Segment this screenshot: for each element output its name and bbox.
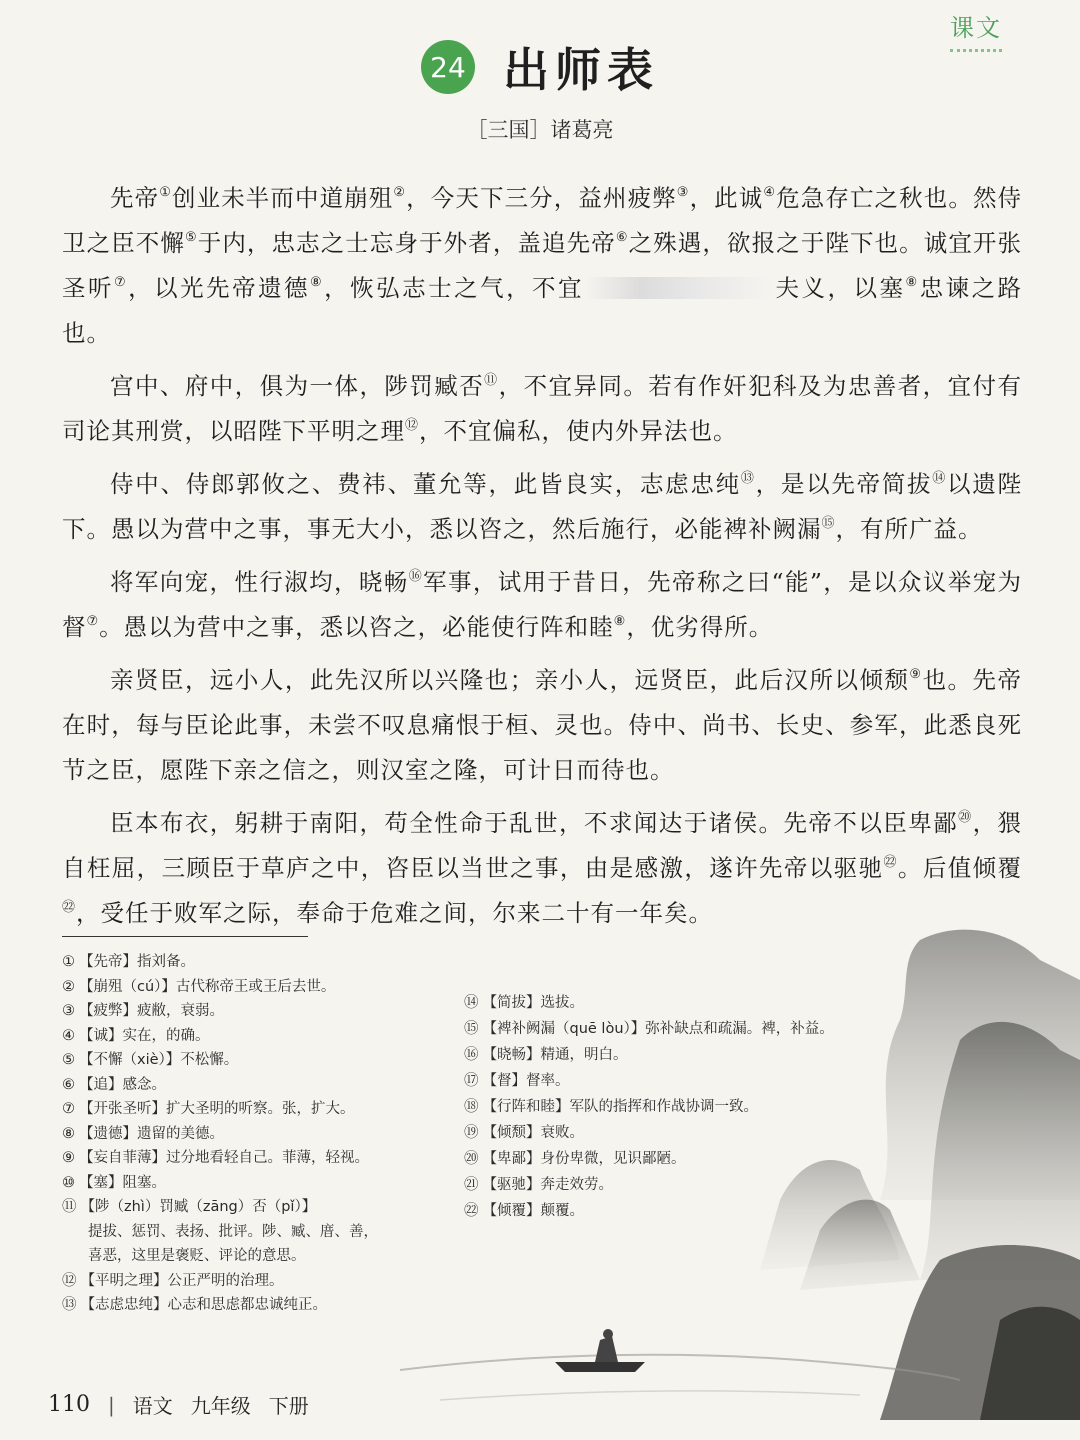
footnote-item bbox=[464, 1016, 934, 1042]
paragraph-text: ，以光先帝遗德 bbox=[128, 274, 311, 302]
footer-grade: 九年级 bbox=[190, 1394, 251, 1418]
footnote-number: ⑬ bbox=[62, 1297, 77, 1313]
footnote-text: 【倾覆】颠覆。 bbox=[482, 1203, 584, 1219]
footnote-item bbox=[62, 950, 422, 975]
footnote-item bbox=[464, 1042, 934, 1068]
footnote-number: ⑲ bbox=[464, 1125, 479, 1141]
footnote-number: ① bbox=[62, 954, 75, 970]
footnote-marker: ⑧ bbox=[613, 614, 627, 629]
footnote-divider bbox=[62, 936, 308, 937]
footnote-number: ⑧ bbox=[62, 1125, 75, 1142]
paragraph-text: 夫义，以塞 bbox=[774, 274, 906, 302]
footnote-marker: ⑳ bbox=[958, 810, 973, 825]
footnote-continuation: 喜恶，这里是褒贬、评论的意思。 bbox=[88, 1248, 306, 1264]
body-paragraph bbox=[62, 364, 1022, 454]
footnote-item bbox=[62, 1293, 422, 1318]
footnote-number: ⑫ bbox=[62, 1272, 77, 1289]
footnote-text: 【简拔】选拔。 bbox=[482, 995, 584, 1011]
page-number: 110 bbox=[48, 1392, 90, 1417]
paragraph-text: ，恢弘志士之气，不宜 bbox=[324, 274, 585, 302]
footnote-text: 【行阵和睦】军队的指挥和作战协调一致。 bbox=[482, 1099, 758, 1115]
section-tag: 课文 bbox=[950, 8, 1002, 52]
footnote-text: 【驱驰】奔走效劳。 bbox=[482, 1177, 613, 1193]
footnote-text: 【志虑忠纯】心志和思虑都忠诚纯正。 bbox=[80, 1297, 327, 1313]
footnote-marker: ⑯ bbox=[408, 569, 424, 584]
footnote-text: 【妄自菲薄】过分地看轻自己。菲薄，轻视。 bbox=[79, 1150, 369, 1166]
body-paragraph bbox=[62, 658, 1022, 793]
footnote-text: 【崩殂（cú）】古代称帝王或王后去世。 bbox=[79, 978, 336, 995]
paragraph-text: ，有所广益。 bbox=[835, 515, 983, 543]
paragraph-text: 先帝 bbox=[110, 184, 160, 212]
paragraph-text: ，此诚 bbox=[689, 184, 764, 212]
footnote-item bbox=[62, 1146, 422, 1171]
footnote-number: ⑪ bbox=[62, 1199, 77, 1215]
footnote-number: ③ bbox=[62, 1003, 75, 1019]
footnote-item bbox=[464, 1146, 934, 1172]
paragraph-text: 军事，试用于昔日，先帝称之曰“能”，是以众议举宠为督 bbox=[62, 568, 1022, 641]
paragraph-text: ，不宜偏私，使内外异法也。 bbox=[419, 417, 738, 445]
footnote-text: 【遗德】遗留的美德。 bbox=[79, 1125, 224, 1142]
footnote-text: 【先帝】指刘备。 bbox=[79, 954, 195, 970]
footnote-item bbox=[62, 1073, 422, 1098]
paragraph-text: 臣本布衣，躬耕于南阳，苟全性命于乱世，不求闻达于诸侯。先帝不以臣卑鄙 bbox=[110, 809, 959, 837]
footnote-text: 【塞】阻塞。 bbox=[79, 1174, 166, 1191]
footnote-marker: ⑧ bbox=[905, 275, 920, 290]
footnote-number: ⑳ bbox=[464, 1151, 479, 1167]
page-footer bbox=[48, 1390, 309, 1419]
paragraph-text: ，是以先帝简拔 bbox=[755, 470, 933, 498]
footnote-item bbox=[464, 1198, 934, 1224]
body-paragraph bbox=[62, 176, 1022, 356]
author-line: ［三国］诸葛亮 bbox=[466, 118, 614, 142]
footnote-item bbox=[464, 1172, 934, 1198]
footnote-marker: ⑪ bbox=[484, 373, 499, 388]
footnote-marker: ⑦ bbox=[86, 614, 100, 629]
footnote-item bbox=[464, 1120, 934, 1146]
footnote-item bbox=[62, 1269, 422, 1294]
footnote-item bbox=[62, 1048, 422, 1073]
paragraph-text: ，猥自枉屈，三顾臣于草庐之中，咨臣以当世之事，由是感激，遂许先帝以驱驰 bbox=[62, 809, 1023, 882]
page-title: 出师表 bbox=[503, 43, 659, 97]
footnote-item bbox=[464, 1094, 934, 1120]
paragraph-text: ，今天下三分，益州疲弊 bbox=[406, 184, 677, 212]
footnote-number: ④ bbox=[62, 1027, 75, 1044]
footnote-item bbox=[62, 1171, 422, 1196]
footnote-number: ⑦ bbox=[62, 1101, 75, 1117]
footnote-text: 【督】督率。 bbox=[482, 1073, 570, 1089]
title-row bbox=[0, 34, 1080, 100]
paragraph-text: 危急存亡之秋也。然侍卫之臣不懈 bbox=[62, 184, 1023, 257]
footnote-item bbox=[62, 1024, 422, 1049]
footnote-text: 【裨补阙漏（quē lòu）】弥补缺点和疏漏。裨，补益。 bbox=[482, 1021, 834, 1037]
obscured-text-smudge bbox=[584, 277, 774, 299]
footnote-item bbox=[62, 975, 422, 1000]
footnote-number: ⑥ bbox=[62, 1076, 75, 1093]
footnote-marker: ⑨ bbox=[909, 667, 923, 682]
footnote-text: 【不懈（xiè）】不松懈。 bbox=[79, 1052, 239, 1068]
paragraph-text: 以遗陛下。愚以为营中之事，事无大小，悉以咨之，然后施行，必能裨补阙漏 bbox=[62, 470, 1023, 543]
footnote-continuation: 提拔、惩罚、表扬、批评。陟、臧、庴、善， bbox=[88, 1223, 378, 1240]
footnote-marker: ⑭ bbox=[932, 471, 948, 486]
footnote-text: 【开张圣听】扩大圣明的听察。张，扩大。 bbox=[79, 1101, 355, 1117]
footnote-number: ⑯ bbox=[464, 1047, 479, 1063]
footnote-text: 【晓畅】精通，明白。 bbox=[482, 1047, 628, 1063]
lesson-number-badge: 24 bbox=[421, 40, 475, 94]
footnote-marker: ⑬ bbox=[740, 471, 756, 486]
footnote-marker: ① bbox=[159, 185, 172, 200]
footnotes-right-column bbox=[464, 990, 934, 1224]
paragraph-text: 。愚以为营中之事，悉以咨之，必能使行阵和睦 bbox=[99, 613, 614, 641]
footnote-marker: ④ bbox=[763, 185, 777, 200]
body-paragraph bbox=[62, 462, 1022, 552]
paragraph-text: 。后值倾覆 bbox=[897, 854, 1022, 882]
footnote-text: 【追】感念。 bbox=[79, 1076, 166, 1093]
footnote-number: ⑱ bbox=[464, 1099, 479, 1115]
footnote-number: ⑰ bbox=[464, 1073, 479, 1089]
footnote-marker: ③ bbox=[676, 185, 690, 200]
footnote-text: 【陟（zhì）罚臧（zāng）否（pǐ）】 bbox=[80, 1199, 317, 1215]
paragraph-text: ，不宜异同。若有作奸犯科及为忠善者，宜付有司论其刑赏，以昭陛下平明之理 bbox=[62, 372, 1023, 445]
footer-separator: | bbox=[108, 1392, 115, 1417]
footnote-item bbox=[62, 1097, 422, 1122]
footnote-text: 【倾颓】衰败。 bbox=[482, 1125, 584, 1141]
footnote-number: ㉒ bbox=[464, 1203, 479, 1219]
paragraph-text: 宫中、府中，俱为一体，陟罚臧否 bbox=[110, 372, 485, 400]
footnote-number: ⑨ bbox=[62, 1150, 75, 1166]
paragraph-text: 创业未半而中道崩殂 bbox=[171, 184, 394, 212]
footnote-marker: ⑥ bbox=[615, 230, 629, 245]
body-paragraph bbox=[62, 560, 1022, 650]
paragraph-text: 亲贤臣，远小人，此先汉所以兴隆也；亲小人，远贤臣，此后汉所以倾颓 bbox=[110, 666, 910, 694]
paragraph-text: ，优劣得所。 bbox=[626, 613, 774, 641]
footnote-number: ⑮ bbox=[464, 1021, 479, 1037]
main-text bbox=[62, 176, 1022, 944]
footnote-item bbox=[62, 999, 422, 1024]
paragraph-text: 将军向宠，性行淑均，晓畅 bbox=[110, 568, 409, 596]
footnote-number: ㉑ bbox=[464, 1177, 479, 1193]
footnotes-left-column bbox=[62, 950, 422, 1318]
paragraph-text: 之殊遇，欲报之于陛下也。诚宜开张圣听 bbox=[62, 229, 1023, 302]
footnote-item bbox=[464, 1068, 934, 1094]
footnote-text: 【卑鄙】身份卑微，见识鄙陋。 bbox=[482, 1151, 686, 1167]
footnote-number: ⑩ bbox=[62, 1174, 75, 1191]
footnote-marker: ⑦ bbox=[113, 275, 129, 290]
footnote-marker: ㉒ bbox=[883, 855, 898, 870]
footnote-marker: ⑮ bbox=[821, 516, 836, 531]
footnote-text: 【疲弊】疲敝，衰弱。 bbox=[79, 1003, 224, 1019]
footnote-marker: ⑫ bbox=[405, 418, 420, 433]
footnote-number: ② bbox=[62, 978, 75, 995]
footnote-number: ⑤ bbox=[62, 1052, 75, 1068]
footnote-text: 【平明之理】公正严明的治理。 bbox=[80, 1272, 284, 1289]
footer-subject: 语文 bbox=[132, 1394, 173, 1418]
footnote-item bbox=[62, 1122, 422, 1147]
footnote-item bbox=[62, 1195, 422, 1269]
footer-volume: 下册 bbox=[268, 1394, 309, 1418]
footnote-marker: ⑧ bbox=[310, 275, 325, 290]
footnote-item bbox=[464, 990, 934, 1016]
footnote-marker: ㉒ bbox=[62, 900, 77, 915]
paragraph-text: 侍中、侍郎郭攸之、费祎、董允等，此皆良实，志虑忠纯 bbox=[110, 470, 741, 498]
paragraph-text: 于内，忠志之士忘身于外者，盖追先帝 bbox=[197, 229, 616, 257]
paragraph-text: ，受任于败军之际，奉命于危难之间，尔来二十有一年矣。 bbox=[76, 899, 714, 927]
paragraph-text: 也。先帝在时，每与臣论此事，未尝不叹息痛恨于桓、灵也。侍中、尚书、长史、参军，此悉良死节之臣，愿陛下亲之信之，则汉室之隆，可计日而待也。 bbox=[62, 666, 1023, 784]
footnote-marker: ⑤ bbox=[184, 230, 198, 245]
paragraph-text: 忠谏之路也。 bbox=[62, 274, 1023, 347]
footnote-text: 【诚】实在，的确。 bbox=[79, 1027, 210, 1044]
footnote-number: ⑭ bbox=[464, 995, 479, 1011]
footnote-marker: ② bbox=[393, 185, 407, 200]
